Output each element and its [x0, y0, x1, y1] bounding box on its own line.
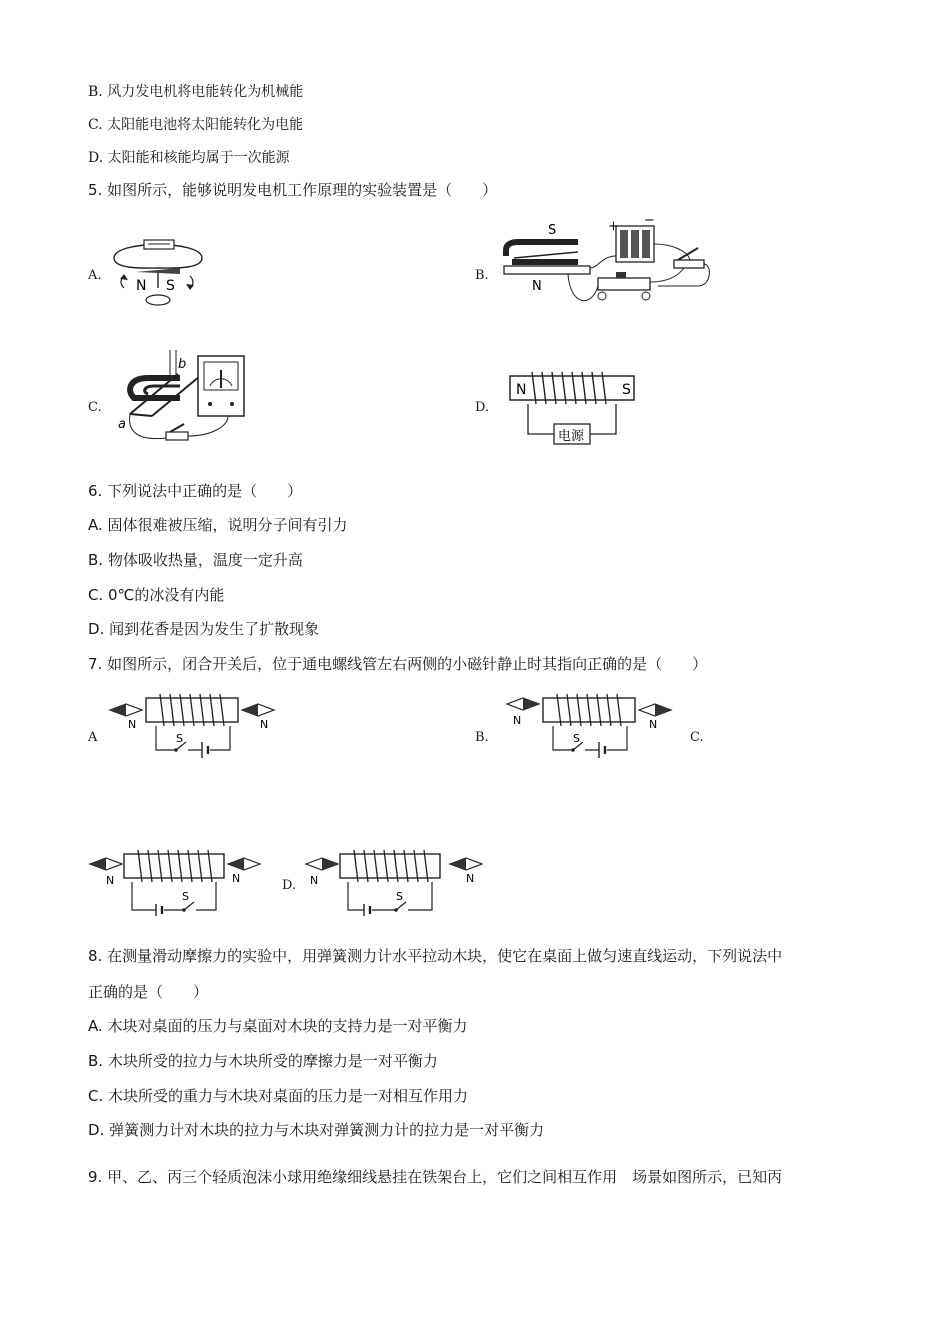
q5c-a-label: a [118, 417, 126, 432]
q7b-switch-label: S [573, 732, 580, 745]
q4-option-b: B. 风力发电机将电能转化为机械能 [88, 84, 304, 100]
q4-option-d: D. 太阳能和核能均属于一次能源 [88, 150, 290, 166]
q5b-south-label: S [548, 223, 557, 238]
q5b-plus-label: + [608, 219, 619, 234]
q7d-right-needle-n: N [466, 872, 475, 885]
q7c-right-needle-n: N [232, 872, 241, 885]
q5c-b-label: b [178, 357, 187, 372]
q5-label-c: C. [88, 400, 102, 415]
q8-option-b: B. 木块所受的拉力与木块所受的摩擦力是一对平衡力 [88, 1052, 438, 1070]
q8-option-d: D. 弹簧测力计对木块的拉力与木块对弹簧测力计的拉力是一对平衡力 [88, 1121, 545, 1139]
q7c-switch-label: S [182, 890, 189, 903]
q7c-left-needle-n: N [106, 874, 115, 887]
q5d-south-label: S [622, 382, 631, 398]
q7b-right-needle-n: N [649, 718, 658, 731]
q7-figure-a [108, 690, 278, 760]
q5-label-d: D. [475, 400, 490, 415]
q6-option-d: D. 闻到花香是因为发生了扩散现象 [88, 620, 320, 638]
q4-option-c: C. 太阳能电池将太阳能转化为电能 [88, 117, 304, 133]
q5-label-b: B. [475, 268, 489, 283]
q5a-south-label: S [166, 278, 175, 294]
q5-stem: 5. 如图所示，能够说明发电机工作原理的实验装置是（ ） [88, 181, 498, 199]
q8-option-c: C. 木块所受的重力与木块对桌面的压力是一对相互作用力 [88, 1087, 469, 1105]
q7d-left-needle-n: N [310, 874, 319, 887]
q8-stem-line2: 正确的是（ ） [88, 983, 209, 1001]
q6-stem: 6. 下列说法中正确的是（ ） [88, 482, 303, 500]
q7a-left-needle-n: N [128, 718, 137, 731]
q5a-north-label: N [136, 278, 147, 294]
q7-label-c: C. [690, 730, 704, 745]
q7-label-d: D. [282, 878, 297, 893]
q7-label-a: A [88, 730, 98, 745]
q7a-right-needle-n: N [260, 718, 269, 731]
q7d-switch-label: S [396, 890, 403, 903]
q8-option-a: A. 木块对桌面的压力与桌面对木块的支持力是一对平衡力 [88, 1017, 468, 1035]
q9-stem: 9. 甲、乙、丙三个轻质泡沫小球用绝缘细线悬挂在铁架台上，它们之间相互作用 场景如图所示，已知丙 [88, 1168, 783, 1186]
q5b-minus-label: − [644, 216, 655, 228]
q5-label-a: A. [88, 268, 102, 283]
q5-figure-b [498, 216, 716, 308]
q5-figure-a [108, 230, 208, 308]
q7-figure-b [505, 690, 675, 760]
q7-figure-d [304, 846, 484, 920]
q7a-switch-label: S [176, 732, 183, 745]
q5d-north-label: N [516, 382, 527, 398]
q6-option-a: A. 固体很难被压缩，说明分子间有引力 [88, 516, 348, 534]
q6-option-b: B. 物体吸收热量，温度一定升高 [88, 551, 303, 569]
q6-option-c: C. 0℃的冰没有内能 [88, 586, 225, 604]
q5-figure-c [108, 346, 286, 446]
q8-stem-line1: 8. 在测量滑动摩擦力的实验中，用弹簧测力计水平拉动木块，使它在桌面上做匀速直线运动，下列说法中 [88, 947, 783, 965]
q7-figure-c [88, 846, 268, 920]
q5d-power-label: 电源 [558, 429, 585, 444]
q7-label-b: B. [475, 730, 489, 745]
q5-figure-d [508, 368, 638, 452]
q5b-north-label: N [532, 279, 542, 294]
q7-stem: 7. 如图所示，闭合开关后，位于通电螺线管左右两侧的小磁针静止时其指向正确的是（ ） [88, 655, 708, 673]
q7b-left-needle-n: N [513, 714, 522, 727]
